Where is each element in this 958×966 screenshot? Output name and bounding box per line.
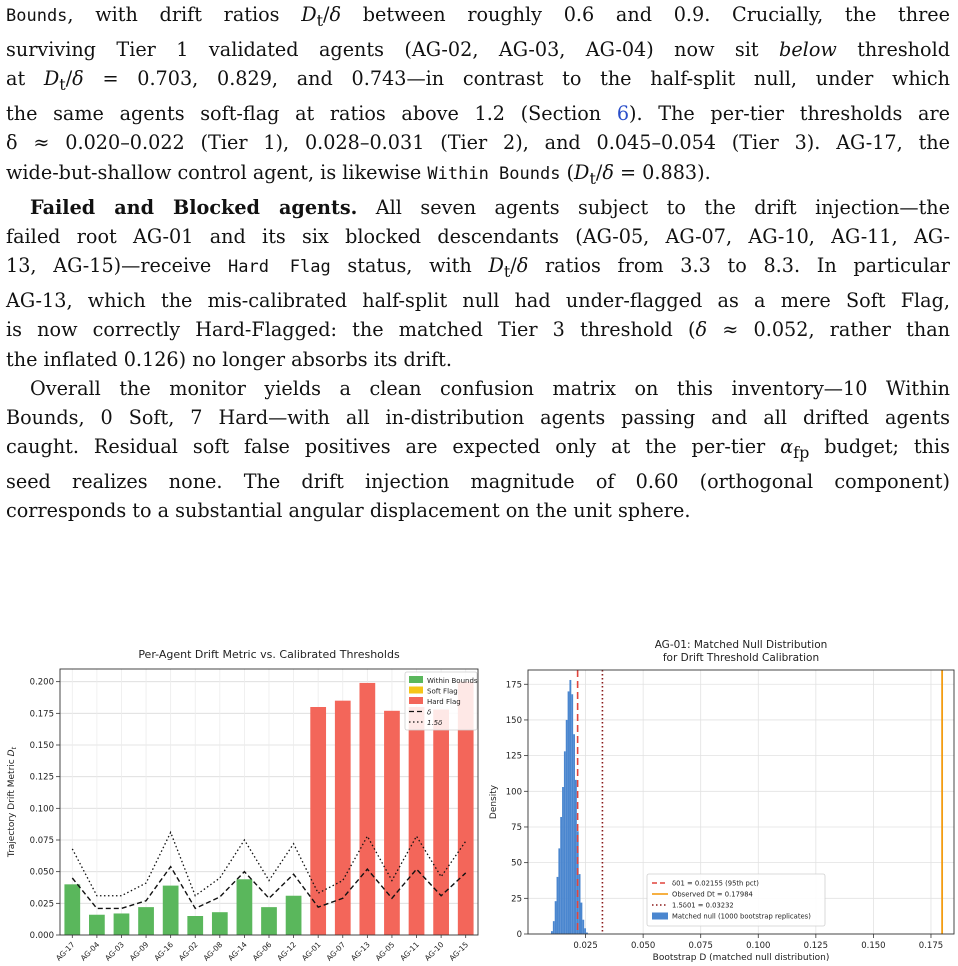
bar-ag-13: [359, 683, 375, 935]
x-tick-label: AG-02: [176, 940, 200, 963]
x-tick-label: AG-13: [349, 940, 372, 963]
y-tick-label: 25: [511, 894, 522, 905]
histogram-bin: [557, 877, 559, 934]
y-axis-label: Trajectory Drift Metric $D_t$: [7, 746, 18, 858]
bar-ag-07: [335, 701, 351, 935]
y-tick-label: 0.100: [29, 804, 54, 815]
y-tick-label: 175: [505, 680, 522, 691]
histogram-bin: [553, 921, 555, 934]
histogram-bin: [571, 694, 573, 934]
histogram-bin: [581, 903, 583, 934]
histogram-bin: [566, 720, 568, 934]
x-tick-label: AG-06: [250, 940, 274, 963]
bar-ag-11: [409, 707, 425, 935]
legend-label: 1.5δ01 = 0.03232: [672, 901, 734, 910]
p2-line3: 13, AG-15)—receive Hard Flag status, with $D_t/\delta$ ratios from 3.3 to 8.3. In particular: [6, 254, 950, 281]
y-tick-label: 0.125: [29, 772, 54, 783]
p2-line5: is now correctly Hard-Flagged: the matched Tier 3 threshold (δ ≈ 0.052, rather than: [6, 318, 950, 342]
drift-bar-chart: [0, 636, 482, 964]
x-tick-label: AG-09: [127, 940, 151, 963]
histogram-bin: [560, 817, 562, 934]
bar-ag-10: [433, 710, 449, 935]
legend-label: δ: [427, 708, 432, 717]
bar-ag-02: [187, 916, 203, 935]
p1-line2: surviving Tier 1 validated agents (AG-02, AG-03, AG-04) now sit below threshold: [6, 38, 950, 62]
y-tick-label: 75: [511, 822, 522, 833]
histogram-bin: [555, 901, 557, 934]
y-tick-label: 125: [505, 751, 522, 762]
chart-subtitle: for Drift Threshold Calibration: [662, 652, 820, 664]
legend-label: 1.5δ: [427, 719, 443, 727]
bar-ag-14: [237, 879, 253, 935]
null-distribution-histogram: [482, 636, 958, 964]
legend-label: Within Bounds: [427, 677, 478, 685]
chart-title: AG-01: Matched Null Distribution: [654, 639, 828, 651]
x-tick-label: 0.100: [746, 941, 771, 951]
y-tick-label: 0.000: [29, 931, 54, 941]
x-tick-label: AG-14: [226, 940, 249, 963]
legend-label: δ01 = 0.02155 (95th pct): [672, 879, 759, 888]
p1-line4: the same agents soft-flag at ratios above 1.2 (Section 6). The per-tier thresholds are: [6, 102, 950, 126]
p1-line6: wide-but-shallow control agent, is likewise Within Bounds $(D_t/\delta = 0.883)$.: [6, 160, 711, 188]
p2-line4: AG-13, which the mis-calibrated half-split null had under-flagged as a mere Soft Flag,: [6, 289, 950, 313]
y-tick-label: 0.200: [29, 677, 54, 688]
bar-ag-17: [64, 884, 80, 935]
x-tick-label: 0.025: [573, 941, 598, 951]
x-tick-label: AG-04: [78, 940, 102, 963]
legend-label: Matched null (1000 bootstrap replicates): [672, 912, 811, 921]
bar-ag-06: [261, 907, 277, 935]
x-tick-label: AG-15: [447, 940, 471, 963]
paragraph-heading: Failed and Blocked agents.: [30, 195, 358, 219]
y-tick-label: 0.175: [29, 709, 54, 720]
y-tick-label: 0.075: [29, 836, 54, 846]
p3-line2: Bounds, 0 Soft, 7 Hard—with all in-distribution agents passing and all drifted agents: [6, 405, 950, 429]
x-axis-label: Bootstrap D (matched null distribution): [652, 953, 830, 963]
histogram-bin: [575, 780, 577, 934]
y-tick-label: 0: [516, 930, 522, 940]
p3-line4: seed realizes none. The drift injection magnitude of 0.60 (orthogonal component): [6, 470, 950, 494]
p1-line5: δ ≈ 0.020–0.022 (Tier 1), 0.028–0.031 (Tier 2), and 0.045–0.054 (Tier 3). AG-17, the: [6, 131, 950, 155]
y-tick-label: 0.025: [29, 899, 54, 910]
x-tick-label: AG-11: [398, 940, 421, 963]
histogram-bin: [562, 787, 564, 934]
x-tick-label: AG-12: [275, 940, 299, 963]
p3-line1: Overall the monitor yields a clean confusion matrix on this inventory—10 Within: [30, 376, 950, 400]
x-tick-label: 0.075: [688, 941, 713, 951]
x-tick-label: AG-03: [103, 940, 126, 963]
legend-swatch: [409, 676, 423, 683]
section-link[interactable]: 6: [616, 102, 630, 126]
histogram-bin: [564, 751, 566, 934]
x-tick-label: 0.125: [803, 941, 829, 951]
x-tick-label: AG-05: [373, 940, 397, 963]
paper-body: [6, 0, 950, 526]
histogram-bin: [569, 680, 571, 934]
legend-swatch: [652, 913, 668, 920]
p3-line3: caught. Residual soft false positives are expected only at the per-tier $\alpha_{fp}$ budget; this: [6, 435, 950, 462]
legend-label: Hard Flag: [427, 698, 461, 706]
x-tick-label: AG-08: [201, 940, 225, 963]
histogram-bin: [573, 734, 575, 934]
p2-line6: the inflated 0.126) no longer absorbs its drift.: [6, 347, 452, 371]
y-tick-label: 0.050: [29, 867, 54, 878]
p2-line1: Failed and Blocked agents. All seven agents subject to the drift injection—the: [30, 195, 951, 219]
x-tick-label: AG-17: [54, 940, 77, 963]
bar-ag-16: [163, 886, 179, 935]
x-tick-label: 0.050: [630, 941, 656, 951]
y-tick-label: 150: [505, 715, 522, 726]
bar-ag-09: [138, 907, 154, 935]
bar-ag-03: [114, 913, 130, 935]
x-tick-label: 0.150: [861, 941, 886, 951]
y-tick-label: 50: [511, 858, 522, 869]
bar-ag-08: [212, 912, 228, 935]
y-axis-label-subscript: t: [10, 746, 18, 750]
histogram-bin: [584, 928, 586, 934]
y-tick-label: 100: [505, 787, 522, 798]
bar-ag-04: [89, 915, 105, 935]
x-tick-label: AG-01: [299, 940, 323, 963]
chart-title: Per-Agent Drift Metric vs. Calibrated Thresholds: [138, 648, 400, 661]
legend-swatch: [409, 697, 423, 704]
x-tick-label: AG-16: [152, 940, 176, 963]
y-axis-label: Density: [489, 784, 499, 820]
bar-ag-12: [286, 896, 302, 935]
x-tick-label: AG-07: [324, 940, 348, 963]
y-axis-label-symbol: D: [7, 749, 17, 757]
legend-label: Soft Flag: [427, 687, 458, 696]
legend-swatch: [409, 687, 423, 694]
p3-line5: corresponds to a substantial angular displacement on the unit sphere.: [6, 499, 691, 523]
histogram-bin: [582, 920, 584, 934]
status-within-bounds: Bounds: [6, 6, 68, 26]
histogram-bin: [568, 691, 570, 934]
p1-line1: Bounds, with drift ratios $D_t/\delta$ between roughly 0.6 and 0.9. Crucially, the three: [6, 3, 950, 30]
legend-label: Observed Dt = 0.17984: [672, 890, 753, 899]
bar-ag-05: [384, 711, 400, 935]
histogram-bin: [579, 874, 581, 934]
x-tick-label: 0.175: [918, 941, 944, 951]
x-tick-label: AG-10: [422, 940, 446, 963]
y-tick-label: 0.150: [29, 741, 54, 751]
p1-line3: at $D_t/\delta = 0.703$, 0.829, and 0.743—in contrast to the half-split null, under which: [6, 67, 950, 95]
p2-line2: failed root AG-01 and its six blocked descendants (AG-05, AG-07, AG-10, AG-11, AG-: [6, 224, 950, 248]
histogram-bin: [558, 848, 560, 934]
